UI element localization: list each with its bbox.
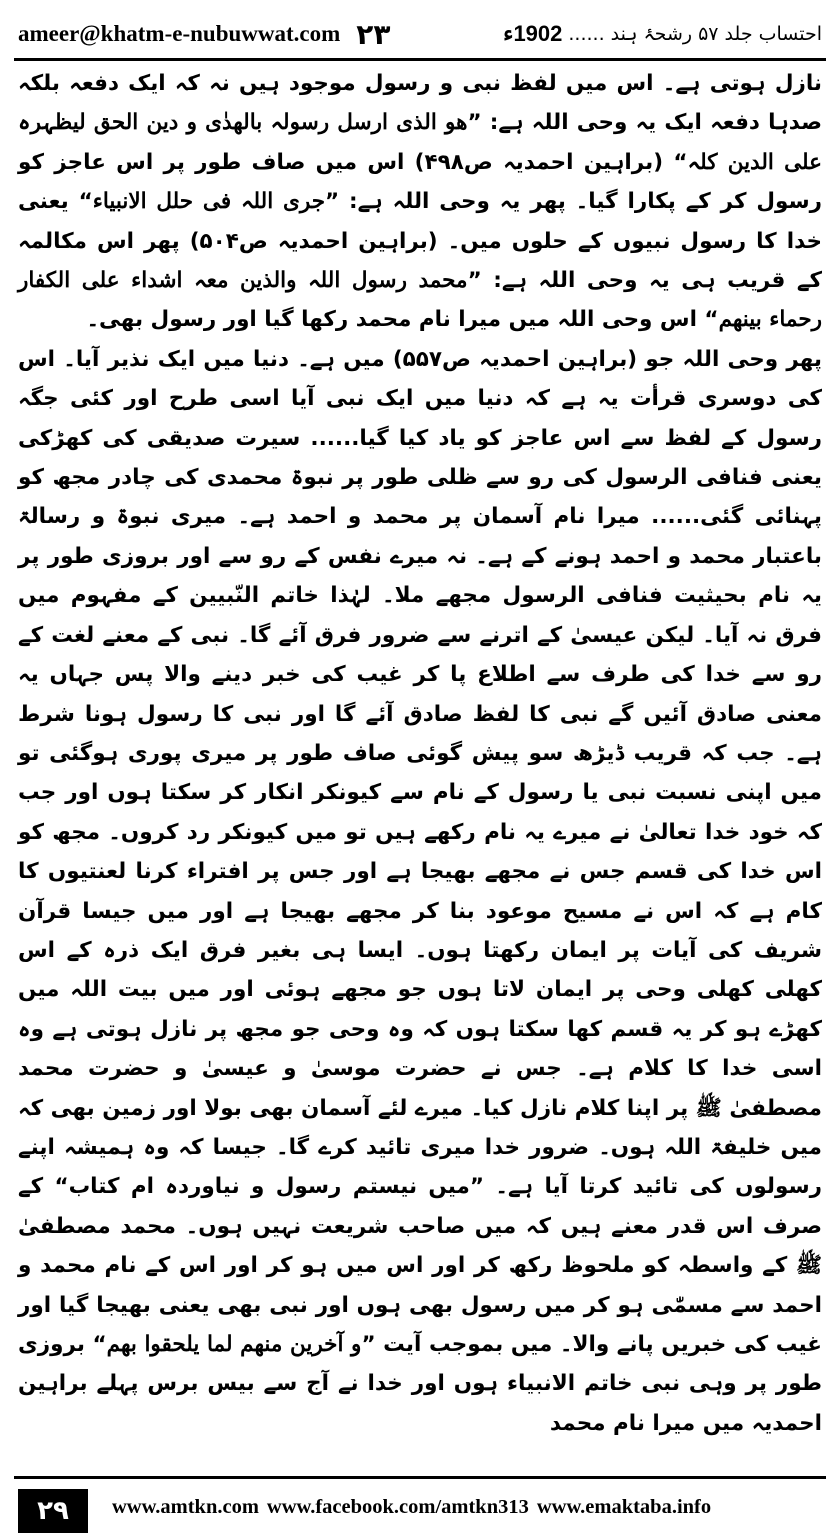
page-header: [18, 12, 822, 56]
header-book-title: [503, 21, 822, 47]
book-year: 1902ء: [503, 21, 563, 46]
arabic-quote: ھو الذی ارسل رسولہ بالھدٰی و دین الحق لیظہرہ علی الدین کلہ: [18, 110, 823, 175]
paragraph-text: “ بروزی طور پر وہی نبی خاتم الانبیاء ہوں اور خدا نے آج سے بیس برس پہلے براہین احمدیہ میں میرا نام محمد: [18, 1332, 822, 1436]
page-body: [18, 64, 822, 1470]
paragraph-1: [18, 64, 822, 340]
paragraph-text: پھر وحی اللہ جو (براہین احمدیہ ص۵۵۷) میں ہے۔ دنیا میں ایک نذیر آیا۔ اس کی دوسری قرأت یہ ہے کہ دنیا میں ایک نبی آیا اسی طرح اور کئی جگہ رسول کے لفظ سے اس عاجز کو یاد کیا گیا...... سیرت صدیقی کی کھڑکی یعنی فنافی الرسول کی رو سے ظلی طور پر نبوۃ محمدی کی چادر مجھ کو پہنائی گئی...... میرا نام آسمان پر محمد و احمد ہے۔ میری نبوۃ و رسالۃ باعتبار محمد و احمد ہونے کے ہے۔ نہ میرے نفس کے رو سے اور بروزی طور پر یہ نام بحیثیت فنافی الرسول مجھے ملا۔ لہٰذا خاتم النّبیین کے مفہوم میں فرق نہ آیا۔ لیکن عیسیٰ کے اترنے سے ضرور فرق آئے گا۔ نبی کے معنے لغت کے رو سے خدا کی طرف سے اطلاع پا کر غیب کی خبر دینے والا پس جہاں یہ معنی صادق آئیں گے نبی کا لفظ صادق آئے گا اور نبی کا رسول ہونا شرط ہے۔ جب کہ قریب ڈیڑھ سو پیش گوئی صاف طور پر میری پوری ہوگئی تو میں اپنی نسبت نبی یا رسول کے نام سے کیونکر انکار کر سکتا ہوں اور جب کہ خود خدا تعالیٰ نے میرے یہ نام رکھے ہیں تو میں کیونکر رد کروں۔ مجھ کو اس خدا کی قسم جس نے مجھے بھیجا ہے اور جس پر افتراء کرنا لعنتیوں کا کام ہے کہ اس نے مسیح موعود بنا کر مجھے بھیجا ہے اور میں جیسا قرآن شریف کی آیات پر ایمان رکھتا ہوں۔ ایسا ہی بغیر فرق ایک ذرہ کے اس کھلی کھلی وحی پر ایمان لاتا ہوں جو مجھے ہوئی اور میں بیت اللہ میں کھڑے ہو کر یہ قسم کھا سکتا ہوں کہ وہ وحی جو مجھ پر نازل ہوتی ہے وہ اسی خدا کا کلام ہے۔ جس نے حضرت موسیٰ و عیسیٰ و حضرت محمد مصطفیٰ ﷺ پر اپنا کلام نازل کیا۔ میرے لئے آسمان بھی بولا اور زمین بھی کہ میں خلیفۃ اللہ ہوں۔ ضرور خدا میری تائید کرے گا۔ جیسا کہ وہ ہمیشہ اپنے رسولوں کی تائید کرتا آیا ہے۔ ”میں نیستم رسول و نیاوردہ ام کتاب“ کے صرف اس قدر معنے ہیں کہ میں صاحب شریعت نہیں ہوں۔ محمد مصطفیٰ ﷺ کے واسطہ کو ملحوظ رکھ کر اور اس میں ہو کر اور اس کے نام محمد و احمد سے مسمّٰی ہو کر میں رسول بھی ہوں اور نبی بھی یعنی بھیجا گیا اور غیب کی خبریں پانے والا۔ میں بموجب آیت ”: [18, 346, 822, 1357]
arabic-quote: جری اللہ فی حلل الانبیاء: [92, 189, 326, 215]
footer-link-facebook[interactable]: www.facebook.com/amtkn313: [266, 1496, 529, 1518]
paragraph-text: نازل ہوتی ہے۔ اس میں لفظ نبی و رسول موجود ہیں نہ کہ ایک دفعہ بلکہ صدہا دفعہ ایک یہ وحی اللہ ہے: ”: [18, 71, 822, 136]
arabic-quote: و آخرین منھم لما یلحقوا بھم: [106, 1332, 362, 1357]
book-title: احتساب جلد ۵۷ رشحۂ ہند ......: [568, 23, 822, 45]
paragraph-text: “ یعنی خدا کا رسول نبیوں کے حلوں میں۔ (براہین احمدیہ ص۵۰۴) پھر اس مکالمہ کے قریب ہی یہ وحی اللہ ہے: ”: [18, 189, 822, 294]
header-email[interactable]: ameer@khatm-e-nubuwwat.com: [18, 21, 341, 46]
footer-link-emaktaba[interactable]: www.emaktaba.info: [536, 1496, 712, 1518]
footer-links: [112, 1496, 826, 1519]
paragraph-text: “ اس وحی اللہ میں میرا نام محمد رکھا گیا اور رسول بھی۔: [86, 307, 719, 333]
header-rule: [14, 58, 826, 61]
header-page-number: ۲۳: [356, 17, 391, 51]
footer-link-amtkn[interactable]: www.amtkn.com: [112, 1496, 259, 1518]
footer-page-number: ۲۹: [18, 1489, 88, 1533]
paragraph-text: “ (براہین احمدیہ ص۴۹۸) اس میں صاف طور پر اس عاجز کو رسول کر کے پکارا گیا۔ پھر یہ وحی اللہ ہے: ”: [18, 149, 822, 215]
arabic-quote: محمد رسول اللہ والذین معہ اشداء علی الکفار رحماء بینھم: [18, 268, 822, 333]
paragraph-2: [18, 340, 822, 1443]
footer-rule: [14, 1476, 826, 1479]
header-left: [18, 18, 390, 51]
